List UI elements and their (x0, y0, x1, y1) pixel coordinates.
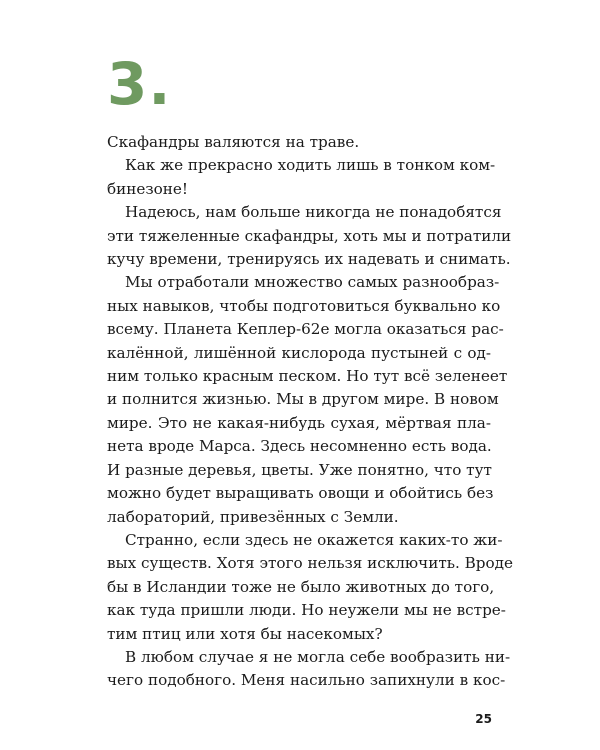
paragraph-4-line-9: И разные деревья, цветы. Уже понятно, что тут (107, 460, 492, 479)
paragraph-3-line-1: Надеюсь, нам больше никогда не понадобятся (125, 203, 502, 222)
page-number: 25 (475, 712, 492, 726)
chapter-number: 3. (107, 50, 172, 118)
paragraph-5-line-2: вых существ. Хотя этого нельзя исключить. Вроде (107, 554, 514, 573)
paragraph-2-line-1: Как же прекрасно ходить лишь в тонком ком- (125, 156, 496, 175)
paragraph-4-line-6: и полнится жизнью. Мы в другом мире. В новом (107, 390, 499, 409)
paragraph-4-line-11: лабораторий, привезённых с Земли. (107, 507, 399, 526)
paragraph-6-line-1: В любом случае я не могла себе вообразить ни- (125, 647, 511, 666)
paragraph-3-line-2: эти тяжеленные скафандры, хоть мы и потратили (107, 226, 512, 245)
paragraph-6-line-2: чего подобного. Меня насильно запихнули в кос- (107, 671, 506, 690)
paragraph-4-line-1: Мы отработали множество самых разнообраз- (125, 273, 500, 292)
paragraph-2-line-2: бинезоне! (107, 179, 189, 198)
paragraph-1-line-1: Скафандры валяются на траве. (107, 133, 360, 151)
paragraph-4-line-4: калённой, лишённой кислорода пустыней с од- (107, 343, 491, 362)
paragraph-4-line-3: всему. Планета Кеплер-62е могла оказаться рас- (107, 320, 504, 339)
paragraph-3-line-3: кучу времени, тренируясь их надевать и снимать. (107, 250, 511, 269)
paragraph-4-line-10: можно будет выращивать овощи и обойтись без (107, 484, 494, 503)
paragraph-5-line-3: бы в Исландии тоже не было животных до того, (107, 577, 495, 596)
paragraph-5-line-1: Странно, если здесь не окажется каких-то жи- (125, 530, 503, 549)
paragraph-4-line-5: ним только красным песком. Но тут всё зеленеет (107, 367, 508, 386)
paragraph-4-line-2: ных навыков, чтобы подготовиться буквально ко (107, 296, 501, 315)
body-text (107, 131, 514, 693)
paragraph-4-line-7: мире. Это не какая-нибудь сухая, мёртвая пла- (107, 413, 491, 432)
paragraph-5-line-5: тим птиц или хотя бы насекомых? (107, 624, 383, 643)
paragraph-4-line-8: нета вроде Марса. Здесь несомненно есть вода. (107, 437, 492, 456)
paragraph-5-line-4: как туда пришли люди. Но неужели мы не встре- (107, 601, 506, 620)
